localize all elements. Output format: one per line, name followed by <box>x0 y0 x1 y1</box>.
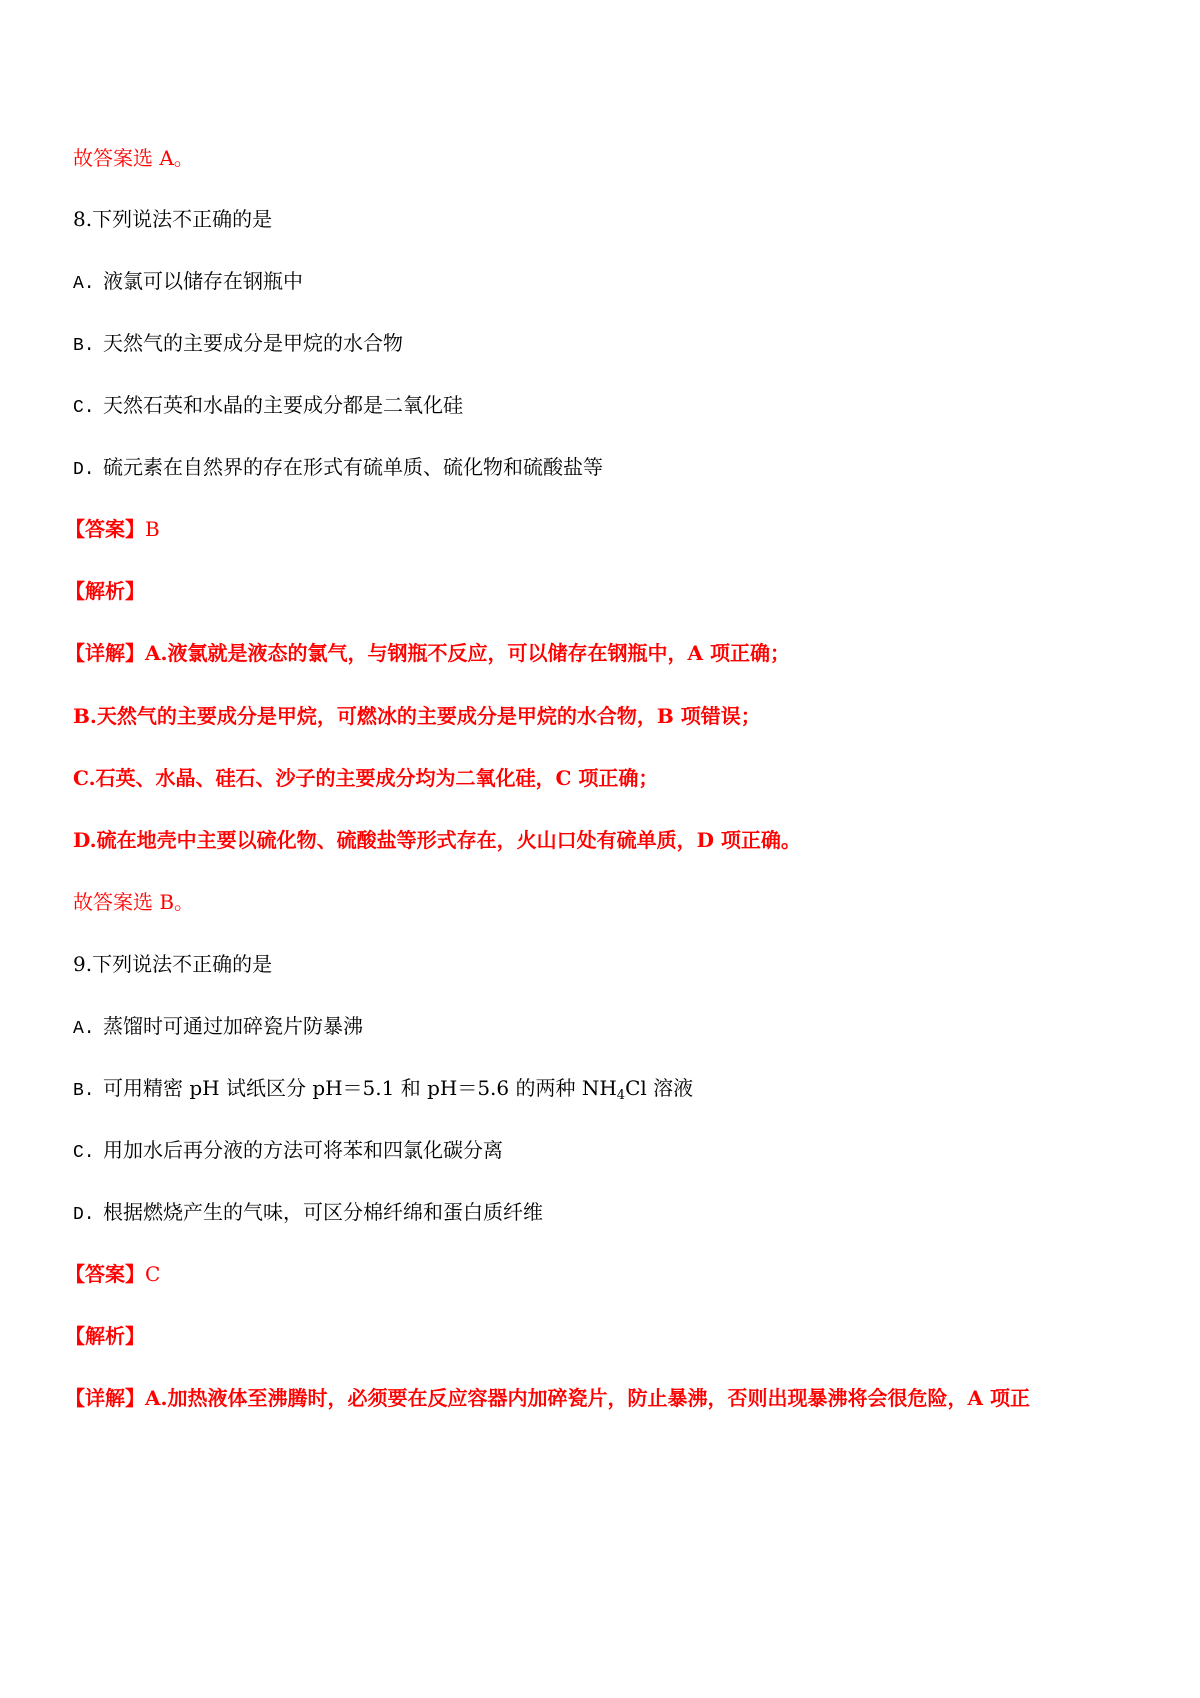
q9-option-b <box>73 1075 693 1104</box>
detail-text: A.加热液体至沸腾时，必须要在反应容器内加碎瓷片，防止暴沸，否则出现暴沸将会很危险，A 项正 <box>145 1386 1030 1410</box>
q8-stem: 8.下列说法不正确的是 <box>73 207 273 231</box>
option-text: 蒸馏时可通过加碎瓷片防暴沸 <box>103 1014 363 1038</box>
q9-option-a <box>73 1013 363 1042</box>
option-text: 天然气的主要成分是甲烷的水合物 <box>103 331 403 355</box>
q8-analysis-label: 【解析】 <box>65 579 145 603</box>
prev-conclusion: 故答案选 A。 <box>73 146 194 170</box>
q9-stem: 9.下列说法不正确的是 <box>73 952 273 976</box>
q9-detail-line-1 <box>65 1385 1030 1411</box>
q8-option-a <box>73 268 303 297</box>
q8-conclusion: 故答案选 B。 <box>73 890 195 914</box>
q8-option-b <box>73 330 403 359</box>
option-letter: C. <box>73 398 95 418</box>
detail-label: 【详解】 <box>65 1386 145 1410</box>
q8-answer <box>65 516 160 542</box>
option-text: 可用精密 pH 试纸区分 pH＝5.1 和 pH＝5.6 的两种 NH <box>103 1076 617 1100</box>
subscript: 4 <box>616 1088 626 1103</box>
option-letter: C. <box>73 1143 95 1163</box>
option-text: 硫元素在自然界的存在形式有硫单质、硫化物和硫酸盐等 <box>103 455 603 479</box>
q8-detail-line-3: C.石英、水晶、硅石、沙子的主要成分均为二氧化硅，C 项正确； <box>73 766 659 790</box>
option-text: 根据燃烧产生的气味，可区分棉纤绵和蛋白质纤维 <box>103 1200 543 1224</box>
detail-text: A.液氯就是液态的氯气，与钢瓶不反应，可以储存在钢瓶中，A 项正确； <box>145 641 790 665</box>
q9-answer <box>65 1261 160 1287</box>
detail-label: 【详解】 <box>65 641 145 665</box>
answer-value: C <box>145 1262 161 1286</box>
q8-detail-line-1 <box>65 640 790 666</box>
option-letter: B. <box>73 336 95 356</box>
option-letter: D. <box>73 460 95 480</box>
option-letter: A. <box>73 274 95 294</box>
q8-option-c <box>73 392 463 421</box>
q8-option-d <box>73 454 603 483</box>
option-letter: B. <box>73 1081 95 1101</box>
q8-detail-line-2: B.天然气的主要成分是甲烷，可燃冰的主要成分是甲烷的水合物，B 项错误； <box>73 704 761 728</box>
answer-label: 【答案】 <box>65 1262 145 1286</box>
option-text: 用加水后再分液的方法可将苯和四氯化碳分离 <box>103 1138 503 1162</box>
option-text: 天然石英和水晶的主要成分都是二氧化硅 <box>103 393 463 417</box>
option-letter: D. <box>73 1205 95 1225</box>
q8-detail-line-4: D.硫在地壳中主要以硫化物、硫酸盐等形式存在，火山口处有硫单质，D 项正确。 <box>73 828 801 852</box>
q9-analysis-label: 【解析】 <box>65 1324 145 1348</box>
answer-label: 【答案】 <box>65 517 145 541</box>
option-letter: A. <box>73 1019 95 1039</box>
option-text: 液氯可以储存在钢瓶中 <box>103 269 303 293</box>
answer-value: B <box>145 517 160 541</box>
option-text-tail: Cl 溶液 <box>625 1076 694 1100</box>
q9-option-d <box>73 1199 543 1228</box>
q9-option-c <box>73 1137 503 1166</box>
